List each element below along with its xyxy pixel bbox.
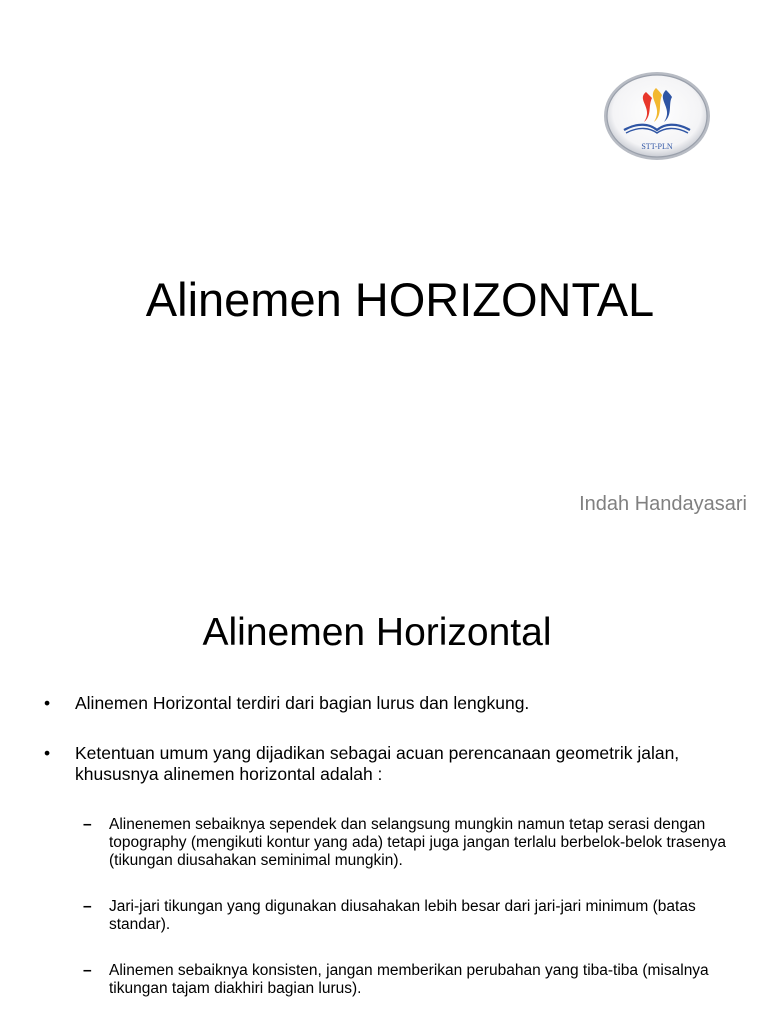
bullet-mark: • — [44, 743, 51, 763]
sub-item — [83, 816, 739, 870]
dash-mark: – — [83, 962, 92, 979]
sub-item-text: Jari-jari tikungan yang digunakan diusahakan lebih besar dari jari-jari minimum (batas standar). — [109, 898, 696, 933]
presentation-title: Alinemen HORIZONTAL — [145, 273, 655, 326]
bullet-mark: • — [44, 693, 51, 713]
slide-title: Alinemen Horizontal — [202, 611, 552, 654]
author-name: Indah Handayasari — [579, 493, 747, 515]
bullet-text: Ketentuan umum yang dijadikan sebagai acuan perencanaan geometrik jalan, khususnya alinemen horizontal adalah : — [75, 743, 680, 784]
sub-item-text: Alinemen sebaiknya konsisten, jangan memberikan perubahan yang tiba-tiba (misalnya tikungan tajam diakhiri bagian lurus). — [109, 962, 709, 997]
bullet-text: Alinemen Horizontal terdiri dari bagian lurus dan lengkung. — [75, 693, 530, 713]
bullet-item — [44, 743, 735, 785]
dash-mark: – — [83, 898, 92, 915]
sub-item-text: Alinenemen sebaiknya sependek dan selangsung mungkin namun tetap serasi dengan topography (mengikuti kontur yang ada) tetapi juga jangan terlalu berbelok-belok trasenya (tikungan diusahakan seminimal mungkin). — [109, 816, 726, 869]
bullet-item — [44, 693, 735, 714]
sub-item — [83, 962, 739, 998]
stt-pln-logo — [602, 70, 712, 162]
content-slide — [0, 576, 768, 1024]
sub-item — [83, 898, 739, 934]
dash-mark: – — [83, 816, 92, 833]
logo-text: STT-PLN — [641, 142, 673, 151]
